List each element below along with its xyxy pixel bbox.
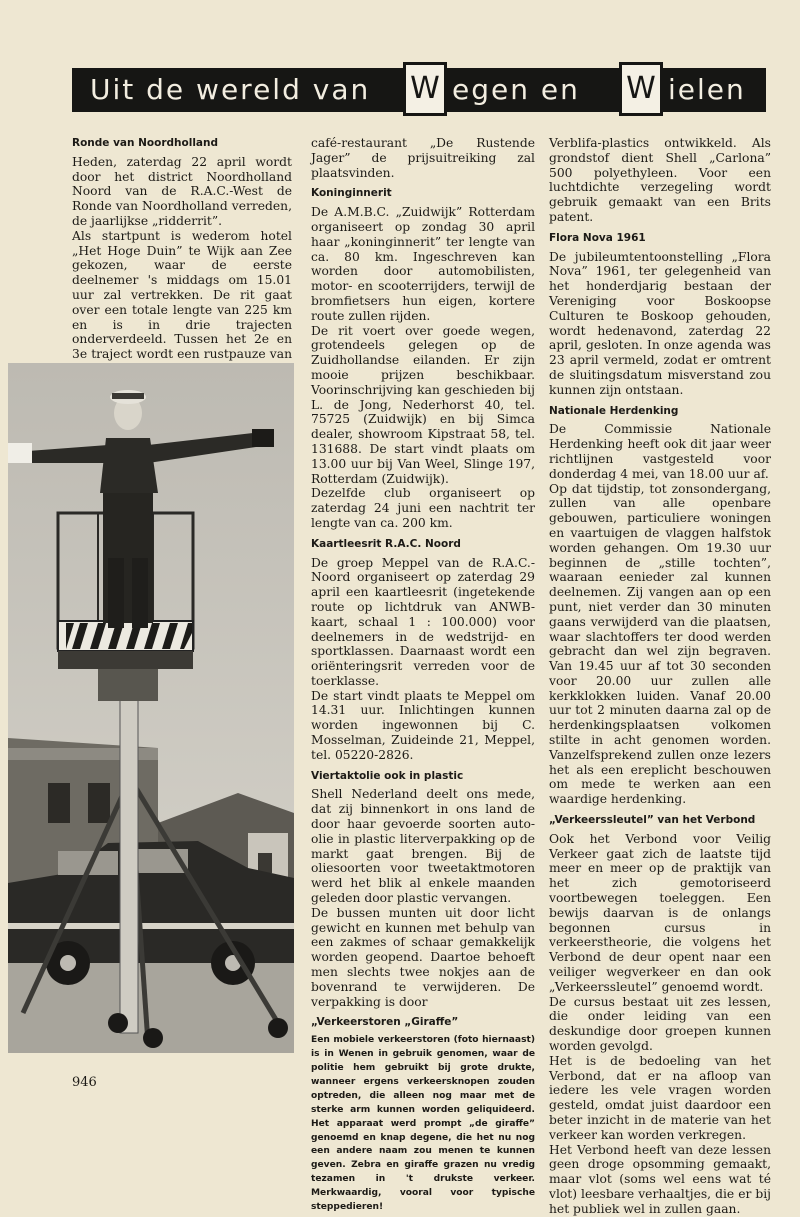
article-heading: „Verkeerstoren „Giraffe” xyxy=(311,1016,459,1029)
article-heading: „Verkeerssleutel” van het Verbond xyxy=(549,814,756,827)
banner-text-2: egen en xyxy=(452,73,580,106)
article-paragraph: Het Verbond heeft van deze lessen geen droge opsomming gemaakt, maar vlot (soms wel eens wat té vlot) leesbare verhaaltjes, die er bij het publiek wel in zullen gaan. xyxy=(549,1142,771,1216)
article-paragraph: De rit voert over goede wegen, grotendeels gelegen op de Zuidhollandse eilanden. Er zijn mooie prijzen beschikbaar. Voorinschrijving kan geschieden bij L. de Jong, Nederhorst 40, tel. 75725 (Zuidwijk) en bij Simca dealer, showroom Kipstraat 58, tel. 131688. De start vindt plaats om 13.00 uur bij Van Weel, Slinge 197, Rotterdam (Zuidwijk). xyxy=(311,323,535,486)
article-paragraph: Het is de bedoeling van het Verbond, dat er na afloop van iedere les vele vragen worden gesteld, omdat juist daardoor een beter inzicht in de materie van het verkeer kan worden verkregen. xyxy=(549,1053,771,1142)
section-banner xyxy=(72,68,766,112)
article-paragraph: Heden, zaterdag 22 april wordt door het district Noordholland Noord van de R.A.C.-West de Ronde van Noordholland verreden, de jaarlijkse „ridderrit”. xyxy=(72,154,292,228)
page-number: 946 xyxy=(72,1075,97,1090)
article-paragraph: De A.M.B.C. „Zuidwijk” Rotterdam organiseert op zondag 30 april haar „koninginnerit” ter lengte van ca. 80 km. Ingeschreven kan worden door automobilisten, motor- en scooterrijders, terwijl de bromfietsers hun eigen, kortere route zullen rijden. xyxy=(311,205,535,323)
article-paragraph: De start vindt plaats te Meppel om 14.31 uur. Inlichtingen kunnen worden ingewonnen bij C. Mosselman, Zuideinde 21, Meppel, tel. 05220-2826. xyxy=(311,688,535,762)
banner-letter-box-2: W xyxy=(619,62,663,116)
article-paragraph: De jubileumtentoonstelling „Flora Nova” 1961, ter gelegenheid van het honderdjarig bestaan der Vereniging voor Boskoopse Culturen te Boskoop gehouden, wordt hedenavond, zaterdag 22 april, gesloten. In onze agenda was 23 april vermeld, zodat er omtrent de sluitingsdatum misverstand zou kunnen zijn ontstaan. xyxy=(549,249,771,397)
article-paragraph: Als startpunt is wederom hotel „Het Hoge Duin” te Wijk aan Zee gekozen, waar de eerste deelnemer 's middags om 15.01 uur zal vertrekken. De rit gaat over een totale lengte van 225 km en is in drie trajecten onderverdeeld. Tussen het 2e en 3e traject wordt een rustpauze van xyxy=(72,228,292,362)
article-paragraph: De Commissie Nationale Herdenking heeft ook dit jaar weer richtlijnen vastgesteld voor donderdag 4 mei, van 18.00 uur af. xyxy=(549,422,771,481)
article-paragraph: De cursus bestaat uit zes lessen, die onder leiding van een deskundige door groepen kunnen worden gevolgd. xyxy=(549,994,771,1054)
column-2 xyxy=(311,136,535,1215)
article-paragraph: Dezelfde club organiseert op zaterdag 24 juni een nachtrit ter lengte van ca. 200 km. xyxy=(311,486,535,530)
article-paragraph: Verblifa-plastics ontwikkeld. Als grondstof dient Shell „Carlona” 500 polyethyleen. Voor een luchtdichte verzegeling wordt gebruik gemaakt van een Brits patent. xyxy=(549,136,771,224)
article-paragraph: Ook het Verbond voor Veilig Verkeer gaat zich de laatste tijd meer en meer op de praktijk van het zich gemotoriseerd voortbewegen toeleggen. Een bewijs daarvan is de onlangs begonnen cursus in verkeerstheorie, die volgens het Verbond de deur opent naar een veiliger wegverkeer en dan ook „Verkeerssleutel” genoemd wordt. xyxy=(549,831,771,994)
article-paragraph: café-restaurant „De Rustende Jager” de prijsuitreiking zal plaatsvinden. xyxy=(311,136,535,180)
photo-caption-paragraph: Een mobiele verkeerstoren (foto hiernaast) is in Wenen in gebruik genomen, waar de politie hem gebruikt bij grote drukte, wanneer ergens verkeersknopen zouden optreden, die alleen nog maar met de sterke arm kunnen worden geliquideerd. Het apparaat werd prompt „de giraffe” genoemd en knap degene, die het nu nog een andere naam zou menen te kunnen geven. Zebra en giraffe grazen nu vredig tezamen in 't drukste verkeer. Merkwaardig, vooral voor typische steppedieren! xyxy=(311,1035,535,1213)
article-paragraph: De groep Meppel van de R.A.C.-Noord organiseert op zaterdag 29 april een kaartleesrit (ingetekende route op lichtdruk van ANWB-kaart, schaal 1 : 100.000) voor deelnemers in de wedstrijd- en sportklassen. Daarnaast wordt een oriënteringsrit verreden voor de toerklasse. xyxy=(311,555,535,688)
article-heading: Ronde van Noordholland xyxy=(72,137,219,149)
column-3 xyxy=(549,136,771,1217)
banner-text-1: Uit de wereld van xyxy=(90,73,371,106)
article-heading: Koninginnerit xyxy=(311,187,392,200)
article-paragraph: Shell Nederland deelt ons mede, dat zij binnenkort in ons land de door haar gevoerde soorten auto- olie in plastic literverpakking op de markt gaat brengen. Bij de oliesoorten voor tweetaktmotoren werd het blik al enkele maanden geleden door plastic vervangen. xyxy=(311,787,535,906)
traffic-tower-photo xyxy=(8,363,294,1053)
article-paragraph: Op dat tijdstip, tot zonsondergang, zullen van alle openbare gebouwen, particuliere woningen en vaartuigen de vlaggen halfstok worden gehangen. Om 19.30 uur beginnen de „stille tochten”, waaraan eenieder zal kunnen deelnemen. Zij vangen aan op een punt, niet verder dan 30 minuten gaans verwijderd van die plaatsen, waar slachtoffers ter dood werden gebracht dan wel zijn begraven. Van 19.45 uur af tot 30 seconden voor 20.00 uur zullen alle kerkklokken luiden. Vanaf 20.00 uur tot 2 minuten daarna zal op de herdenkingsplaatsen volkomen stilte in acht genomen worden. Vanzelfsprekend zullen onze lezers het als een ereplicht beschouwen om mede te werken aan een waardige herdenking. xyxy=(549,481,771,807)
article-heading: Flora Nova 1961 xyxy=(549,231,646,244)
column-1 xyxy=(72,136,292,392)
article-paragraph: De bussen munten uit door licht gewicht en kunnen met behulp van een zakmes of schaar gemakkelijk worden geopend. Daartoe behoeft men slechts twee nokjes aan de bovenrand te verwijderen. De verpakking is door xyxy=(311,905,535,1009)
banner-letter-box-1: W xyxy=(403,62,447,116)
article-heading: Viertaktolie ook in plastic xyxy=(311,769,464,782)
article-heading: Kaartleesrit R.A.C. Noord xyxy=(311,537,461,550)
banner-text-3: ielen xyxy=(668,73,746,106)
article-heading: Nationale Herdenking xyxy=(549,404,679,417)
